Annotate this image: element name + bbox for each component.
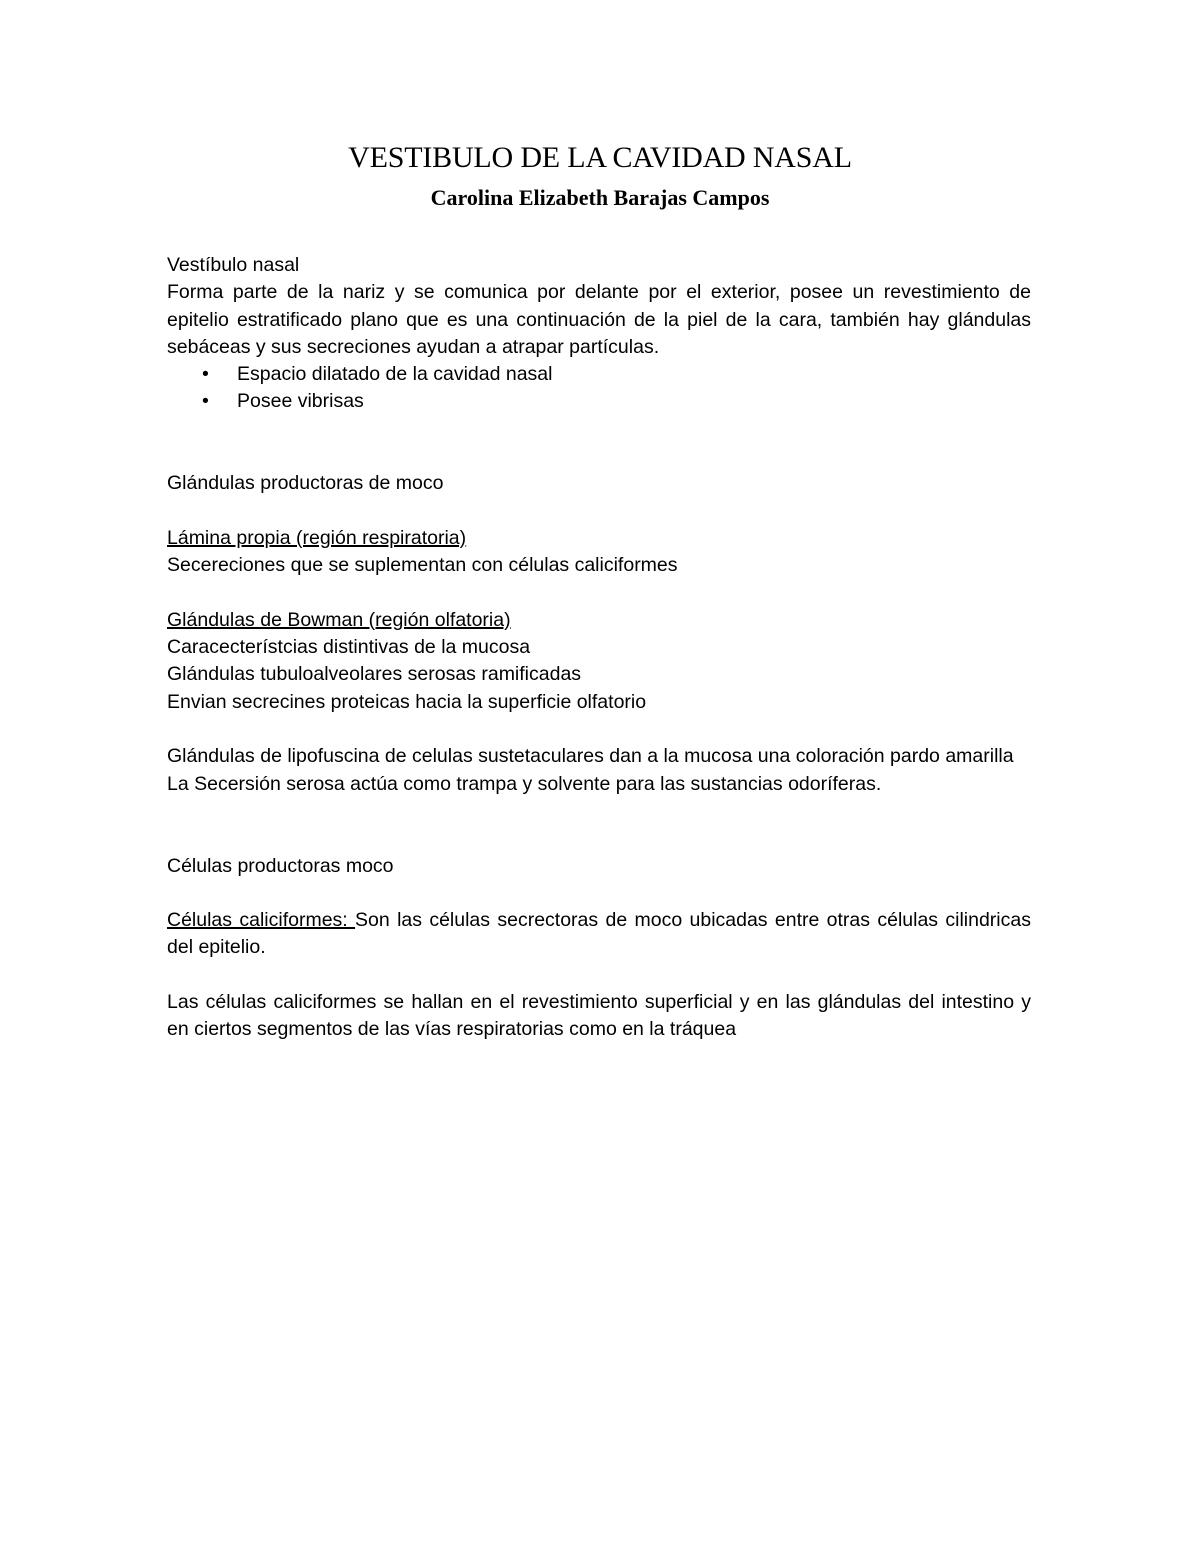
spacer: [167, 880, 1031, 907]
paragraph-vestibulo: Forma parte de la nariz y se comunica por delante por el exterior, posee un revestimiento de epitelio estratificado plano que es una continuación de la piel de la cara, también hay glándulas sebáceas y sus secreciones ayudan a atrapar partículas.: [167, 281, 1031, 358]
document-body: [167, 252, 1031, 1044]
bowman-heading: [167, 607, 1031, 634]
spacer: [167, 798, 1031, 853]
spacer: [167, 962, 1031, 989]
lamina-propia-text: Secereciones que se suplementan con células caliciformes: [167, 554, 678, 577]
bowman-line: Caracecterístcias distintivas de la mucosa: [167, 636, 531, 659]
list-item: [167, 388, 1031, 415]
lamina-propia-heading: [167, 525, 1031, 552]
spacer: [167, 580, 1031, 607]
bowman-heading-text: Glándulas de Bowman (región olfatoria): [167, 608, 511, 631]
document-author: Carolina Elizabeth Barajas Campos: [430, 185, 770, 210]
caliciformes-label: Células caliciformes:: [167, 909, 356, 932]
bowman-line: Envian secrecines proteicas hacia la superficie olfatorio: [167, 690, 647, 713]
list-item-text: Espacio dilatado de la cavidad nasal: [237, 363, 553, 386]
caliciformes-text: Son las células secrectoras de moco ubicadas entre otras células cilindricas del epitelio.: [167, 909, 1031, 959]
document-title: VESTIBULO DE LA CAVIDAD NASAL: [348, 141, 852, 174]
bowman-line: Glándulas tubuloalveolares serosas ramificadas: [167, 663, 582, 686]
paragraph-secersion: La Secersión serosa actúa como trampa y solvente para las sustancias odoríferas.: [167, 772, 882, 795]
paragraph-lipofuscina: Glándulas de lipofuscina de celulas sustetaculares dan a la mucosa una coloración pardo amarilla: [167, 745, 1014, 768]
paragraph-caliciformes: [167, 907, 1031, 962]
bullet-icon: •: [202, 390, 209, 413]
spacer: [167, 498, 1031, 525]
lamina-propia-heading-text: Lámina propia (región respiratoria): [167, 526, 467, 549]
section-heading-glandulas: Glándulas productoras de moco: [167, 472, 444, 495]
spacer: [167, 416, 1031, 471]
paragraph-celulas: Las células caliciformes se hallan en el revestimiento superficial y en las glándulas del intestino y en ciertos segmentos de las vías respiratorias como en la tráquea: [167, 991, 1031, 1041]
list-item: [167, 361, 1031, 388]
section-heading-celulas: Células productoras moco: [167, 854, 394, 877]
bullet-list: [167, 361, 1031, 416]
section-heading-vestibulo: Vestíbulo nasal: [167, 254, 300, 276]
spacer: [167, 716, 1031, 743]
list-item-text: Posee vibrisas: [237, 390, 364, 413]
bullet-icon: •: [202, 363, 209, 386]
